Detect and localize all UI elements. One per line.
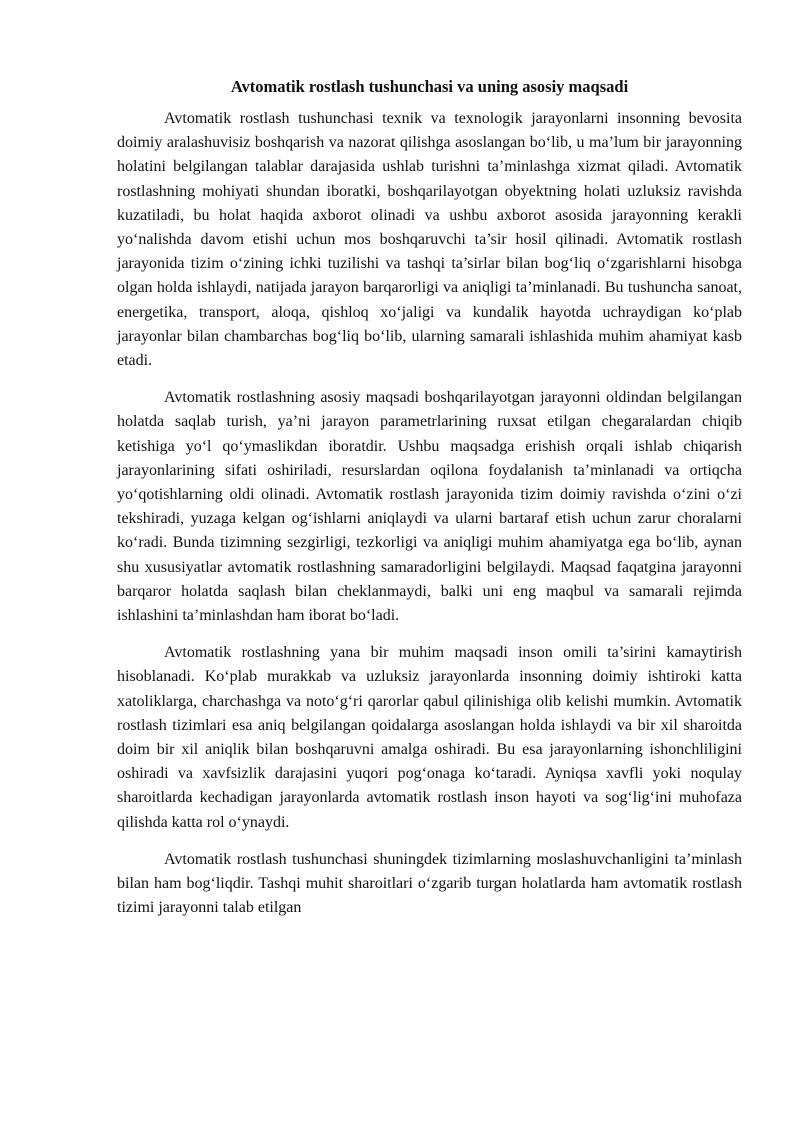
paragraph-1: Avtomatik rostlash tushunchasi texnik va texnologik jarayonlarni insonning bevosita doimiy aralashuvisiz boshqarish va nazorat qilishga asoslangan bo‘lib, u ma’lum bir jarayonning holatini belgilangan talablar darajasida ushlab turishni ta’minlashga xizmat qiladi. Avtomatik rostlashning mohiyati shundan iboratki, boshqarilayotgan obyektning holati uzluksiz ravishda kuzatiladi, bu holat haqida axborot olinadi va ushbu axborot asosida jarayonning kerakli yo‘nalishda davom etishi uchun mos boshqaruvchi ta’sir hosil qilinadi. Avtomatik rostlash jarayonida tizim o‘zining ichki tuzilishi va tashqi ta’sirlar bilan bog‘liq o‘zgarishlarni hisobga olgan holda ishlaydi, natijada jarayon barqarorligi va aniqligi ta’minlanadi. Bu tushuncha sanoat, energetika, transport, aloqa, qishloq xo‘jaligi va kundalik hayotda uchraydigan ko‘plab jarayonlar bilan chambarchas bog‘liq bo‘lib, ularning samarali ishlashida muhim ahamiyat kasb etadi.: [117, 110, 742, 370]
document-title: Avtomatik rostlash tushunchasi va uning asosiy maqsadi: [230, 77, 629, 96]
paragraph-3: Avtomatik rostlashning yana bir muhim maqsadi inson omili ta’sirini kamaytirish hisoblanadi. Ko‘plab murakkab va uzluksiz jarayonlarda insonning doimiy ishtiroki katta xatoliklarga, charchashga va noto‘g‘ri qarorlar qabul qilinishiga olib kelishi mumkin. Avtomatik rostlash tizimlari esa aniq belgilangan qoidalarga asoslangan holda ishlaydi va bir xil sharoitda doim bir xil aniqlik bilan boshqaruvni amalga oshiradi. Bu esa jarayonlarning ishonchliligini oshiradi va xavfsizlik darajasini yuqori pog‘onaga ko‘taradi. Ayniqsa xavfli yoki noqulay sharoitlarda kechadigan jarayonlarda avtomatik rostlash inson hayoti va sog‘lig‘ini muhofaza qilishda katta rol o‘ynaydi.: [117, 644, 742, 831]
paragraph-2: Avtomatik rostlashning asosiy maqsadi boshqarilayotgan jarayonni oldindan belgilangan holatda saqlab turish, ya’ni jarayon parametrlarining ruxsat etilgan chegaralardan chiqib ketishiga yo‘l qo‘ymaslikdan iboratdir. Ushbu maqsadga erishish orqali ishlab chiqarish jarayonlarining sifati oshiriladi, resurslardan oqilona foydalanish ta’minlanadi va ortiqcha yo‘qotishlarning oldi olinadi. Avtomatik rostlash jarayonida tizim doimiy ravishda o‘zini o‘zi tekshiradi, yuzaga kelgan og‘ishlarni aniqlaydi va ularni bartaraf etish uchun zarur choralarni ko‘radi. Bunda tizimning sezgirligi, tezkorligi va aniqligi muhim ahamiyatga ega bo‘lib, aynan shu xususiyatlar avtomatik rostlashning samaradorligini belgilaydi. Maqsad faqatgina jarayonni barqaror holatda saqlash bilan cheklanmaydi, balki uni eng maqbul va samarali rejimda ishlashini ta’minlashdan ham iborat bo‘ladi.: [117, 389, 742, 625]
paragraph-4: Avtomatik rostlash tushunchasi shuningdek tizimlarning moslashuvchanligini ta’minlash bilan ham bog‘liqdir. Tashqi muhit sharoitlari o‘zgarib turgan holatlarda ham avtomatik rostlash tizimi jarayonni talab etilgan: [117, 850, 742, 917]
document-body: [117, 76, 742, 934]
